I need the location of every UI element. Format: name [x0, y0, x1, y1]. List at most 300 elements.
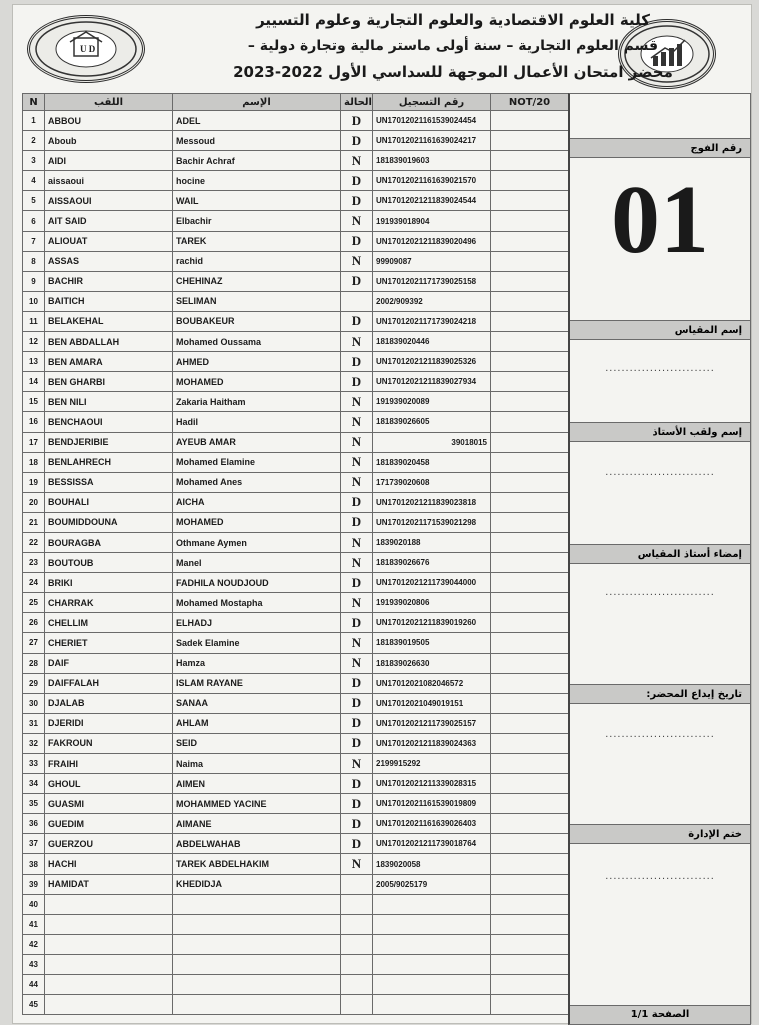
row-number: 22: [23, 532, 45, 552]
registration-cell: 191939018904: [373, 211, 491, 231]
department-heading: قسم العلوم التجارية – سنة أولى ماستر مالية وتجارة دولية –: [247, 38, 659, 54]
status-cell: D: [341, 573, 373, 593]
registration-cell: UN17012021211839027934: [373, 372, 491, 392]
registration-cell: UN17012021161639026403: [373, 814, 491, 834]
status-cell: D: [341, 693, 373, 713]
status-cell: [341, 894, 373, 914]
last-name-cell: [45, 894, 173, 914]
group-number: 01: [611, 166, 709, 274]
status-cell: N: [341, 211, 373, 231]
first-name-cell: MOHAMMED YACINE: [173, 794, 341, 814]
grade-cell[interactable]: [491, 211, 569, 231]
row-number: 21: [23, 512, 45, 532]
row-number: 19: [23, 472, 45, 492]
status-cell: D: [341, 111, 373, 131]
grade-cell[interactable]: [491, 291, 569, 311]
last-name-cell: [45, 934, 173, 954]
row-number: 8: [23, 251, 45, 271]
status-cell: D: [341, 131, 373, 151]
module-label: إسم المقياس: [570, 320, 750, 340]
registration-cell: UN17012021211839020496: [373, 231, 491, 251]
table-row: [23, 131, 569, 151]
grade-cell[interactable]: [491, 171, 569, 191]
row-number: 34: [23, 774, 45, 794]
last-name-cell: BOUHALI: [45, 492, 173, 512]
registration-cell: 171739020608: [373, 472, 491, 492]
grade-cell[interactable]: [491, 653, 569, 673]
table-row: [23, 432, 569, 452]
row-number: 35: [23, 794, 45, 814]
grade-cell[interactable]: [491, 311, 569, 331]
table-row: [23, 693, 569, 713]
table-row: [23, 573, 569, 593]
status-cell: D: [341, 352, 373, 372]
row-number: 14: [23, 372, 45, 392]
table-row: [23, 975, 569, 995]
table-row: [23, 834, 569, 854]
table-row: [23, 191, 569, 211]
first-name-cell: CHEHINAZ: [173, 271, 341, 291]
status-cell: D: [341, 191, 373, 211]
last-name-cell: FAKROUN: [45, 733, 173, 753]
row-number: 28: [23, 653, 45, 673]
last-name-cell: AIDI: [45, 151, 173, 171]
status-cell: N: [341, 472, 373, 492]
first-name-cell: ABDELWAHAB: [173, 834, 341, 854]
registration-cell: 181839020446: [373, 332, 491, 352]
grade-cell[interactable]: [491, 452, 569, 472]
grade-cell[interactable]: [491, 131, 569, 151]
last-name-cell: CHARRAK: [45, 593, 173, 613]
last-name-cell: [45, 995, 173, 1015]
last-name-cell: BEN GHARBI: [45, 372, 173, 392]
first-name-cell: ELHADJ: [173, 613, 341, 633]
registration-cell: UN17012021161639021570: [373, 171, 491, 191]
table-row: [23, 532, 569, 552]
last-name-cell: ALIOUAT: [45, 231, 173, 251]
row-number: 18: [23, 452, 45, 472]
status-cell: N: [341, 633, 373, 653]
row-number: 45: [23, 995, 45, 1015]
grade-cell[interactable]: [491, 553, 569, 573]
registration-cell: 181839026605: [373, 412, 491, 432]
status-cell: D: [341, 512, 373, 532]
table-row: [23, 492, 569, 512]
status-cell: [341, 954, 373, 974]
grade-cell[interactable]: [491, 794, 569, 814]
row-number: 3: [23, 151, 45, 171]
grade-cell[interactable]: [491, 532, 569, 552]
registration-cell: UN17012021211739044000: [373, 573, 491, 593]
row-number: 23: [23, 553, 45, 573]
row-number: 9: [23, 271, 45, 291]
row-number: 26: [23, 613, 45, 633]
last-name-cell: CHERIET: [45, 633, 173, 653]
first-name-cell: Elbachir: [173, 211, 341, 231]
column-header-status: الحالة: [341, 94, 373, 111]
status-cell: N: [341, 553, 373, 573]
last-name-cell: BOURAGBA: [45, 532, 173, 552]
status-cell: N: [341, 754, 373, 774]
last-name-cell: Aboub: [45, 131, 173, 151]
row-number: 27: [23, 633, 45, 653]
row-number: 25: [23, 593, 45, 613]
table-row: [23, 713, 569, 733]
last-name-cell: HAMIDAT: [45, 874, 173, 894]
first-name-cell: TAREK: [173, 231, 341, 251]
grade-cell[interactable]: [491, 593, 569, 613]
last-name-cell: BEN ABDALLAH: [45, 332, 173, 352]
row-number: 20: [23, 492, 45, 512]
row-number: 16: [23, 412, 45, 432]
registration-cell: UN17012021171739024218: [373, 311, 491, 331]
first-name-cell: Hamza: [173, 653, 341, 673]
grade-cell[interactable]: [491, 352, 569, 372]
status-cell: D: [341, 372, 373, 392]
grade-cell[interactable]: [491, 492, 569, 512]
last-name-cell: GUERZOU: [45, 834, 173, 854]
first-name-cell: [173, 954, 341, 974]
first-name-cell: FADHILA NOUDJOUD: [173, 573, 341, 593]
registration-cell: 191939020089: [373, 392, 491, 412]
submission-date-label: تاريخ إيداع المحضر:: [570, 684, 750, 704]
first-name-cell: AHLAM: [173, 713, 341, 733]
row-number: 39: [23, 874, 45, 894]
table-header-row: [23, 94, 569, 111]
row-number: 42: [23, 934, 45, 954]
table-row: [23, 653, 569, 673]
row-number: 41: [23, 914, 45, 934]
registration-cell: [373, 934, 491, 954]
status-cell: N: [341, 593, 373, 613]
registration-cell: 1839020058: [373, 854, 491, 874]
side-panel: [568, 93, 751, 1025]
row-number: 2: [23, 131, 45, 151]
table-row: [23, 412, 569, 432]
first-name-cell: WAIL: [173, 191, 341, 211]
grade-cell[interactable]: [491, 713, 569, 733]
grade-cell[interactable]: [491, 754, 569, 774]
row-number: 17: [23, 432, 45, 452]
faculty-heading: كلية العلوم الاقتصادية والعلوم التجارية وعلوم التسيير: [256, 11, 650, 29]
grade-cell[interactable]: [491, 271, 569, 291]
row-number: 13: [23, 352, 45, 372]
last-name-cell: FRAIHI: [45, 754, 173, 774]
status-cell: D: [341, 673, 373, 693]
grade-cell[interactable]: [491, 231, 569, 251]
last-name-cell: AISSAOUI: [45, 191, 173, 211]
first-name-cell: [173, 934, 341, 954]
table-row: [23, 613, 569, 633]
last-name-cell: BELAKEHAL: [45, 311, 173, 331]
exam-sheet: [12, 4, 752, 1024]
last-name-cell: BEN NILI: [45, 392, 173, 412]
table-row: [23, 211, 569, 231]
first-name-cell: rachid: [173, 251, 341, 271]
first-name-cell: Mohamed Mostapha: [173, 593, 341, 613]
status-cell: D: [341, 733, 373, 753]
registration-cell: [373, 954, 491, 974]
registration-cell: [373, 995, 491, 1015]
status-cell: D: [341, 794, 373, 814]
status-cell: N: [341, 432, 373, 452]
grade-cell[interactable]: [491, 874, 569, 894]
grade-cell[interactable]: [491, 472, 569, 492]
last-name-cell: ABBOU: [45, 111, 173, 131]
first-name-cell: AYEUB AMAR: [173, 432, 341, 452]
grade-cell[interactable]: [491, 613, 569, 633]
table-row: [23, 814, 569, 834]
status-cell: D: [341, 271, 373, 291]
row-number: 4: [23, 171, 45, 191]
grade-cell[interactable]: [491, 633, 569, 653]
last-name-cell: GUASMI: [45, 794, 173, 814]
registration-cell: 1839020188: [373, 532, 491, 552]
grade-cell[interactable]: [491, 854, 569, 874]
registration-cell: UN17012021171539021298: [373, 512, 491, 532]
grade-cell[interactable]: [491, 372, 569, 392]
table-row: [23, 673, 569, 693]
first-name-cell: Manel: [173, 553, 341, 573]
first-name-cell: Hadil: [173, 412, 341, 432]
last-name-cell: BRIKI: [45, 573, 173, 593]
grade-cell[interactable]: [491, 814, 569, 834]
registration-cell: 2199915292: [373, 754, 491, 774]
table-row: [23, 954, 569, 974]
status-cell: D: [341, 171, 373, 191]
table-row: [23, 914, 569, 934]
grade-cell[interactable]: [491, 191, 569, 211]
grade-cell[interactable]: [491, 894, 569, 914]
status-cell: [341, 995, 373, 1015]
status-cell: [341, 975, 373, 995]
first-name-cell: BOUBAKEUR: [173, 311, 341, 331]
professor-field[interactable]: ...........................: [605, 466, 715, 478]
registration-cell: UN17012021161639024217: [373, 131, 491, 151]
registration-cell: UN17012021082046572: [373, 673, 491, 693]
table-row: [23, 472, 569, 492]
status-cell: N: [341, 251, 373, 271]
column-header-first-name: الإسم: [173, 94, 341, 111]
last-name-cell: BENDJERIBIE: [45, 432, 173, 452]
last-name-cell: BESSISSA: [45, 472, 173, 492]
signature-field[interactable]: ...........................: [605, 586, 715, 598]
first-name-cell: Mohamed Elamine: [173, 452, 341, 472]
table-row: [23, 251, 569, 271]
seal-emblem-icon: [30, 18, 142, 80]
status-cell: D: [341, 814, 373, 834]
column-header-grade: NOT/20: [491, 94, 569, 111]
status-cell: [341, 914, 373, 934]
grade-cell[interactable]: [491, 392, 569, 412]
registration-cell: 2002/909392: [373, 291, 491, 311]
last-name-cell: DAIF: [45, 653, 173, 673]
registration-cell: UN17012021211839025326: [373, 352, 491, 372]
registration-cell: UN17012021211339028315: [373, 774, 491, 794]
status-cell: [341, 874, 373, 894]
first-name-cell: Mohamed Oussama: [173, 332, 341, 352]
last-name-cell: CHELLIM: [45, 613, 173, 633]
first-name-cell: Mohamed Anes: [173, 472, 341, 492]
grade-cell[interactable]: [491, 934, 569, 954]
registration-cell: 99909087: [373, 251, 491, 271]
status-cell: N: [341, 392, 373, 412]
last-name-cell: DAIFFALAH: [45, 673, 173, 693]
first-name-cell: hocine: [173, 171, 341, 191]
status-cell: D: [341, 231, 373, 251]
last-name-cell: BACHIR: [45, 271, 173, 291]
grade-cell[interactable]: [491, 573, 569, 593]
table-row: [23, 392, 569, 412]
registration-cell: UN17012021211839024544: [373, 191, 491, 211]
grade-cell[interactable]: [491, 733, 569, 753]
registration-cell: UN17012021211739025157: [373, 713, 491, 733]
status-cell: N: [341, 653, 373, 673]
grade-cell[interactable]: [491, 251, 569, 271]
row-number: 31: [23, 713, 45, 733]
first-name-cell: Bachir Achraf: [173, 151, 341, 171]
grade-cell[interactable]: [491, 693, 569, 713]
grade-cell[interactable]: [491, 432, 569, 452]
first-name-cell: Sadek Elamine: [173, 633, 341, 653]
first-name-cell: AIMEN: [173, 774, 341, 794]
first-name-cell: AICHA: [173, 492, 341, 512]
first-name-cell: TAREK ABDELHAKIM: [173, 854, 341, 874]
row-number: 33: [23, 754, 45, 774]
first-name-cell: Zakaria Haitham: [173, 392, 341, 412]
table-row: [23, 291, 569, 311]
last-name-cell: HACHI: [45, 854, 173, 874]
last-name-cell: [45, 954, 173, 974]
row-number: 12: [23, 332, 45, 352]
row-number: 44: [23, 975, 45, 995]
table-row: [23, 271, 569, 291]
table-row: [23, 733, 569, 753]
first-name-cell: Messoud: [173, 131, 341, 151]
last-name-cell: ASSAS: [45, 251, 173, 271]
registration-cell: 191939020806: [373, 593, 491, 613]
status-cell: D: [341, 774, 373, 794]
table-row: [23, 894, 569, 914]
status-cell: N: [341, 412, 373, 432]
grade-cell[interactable]: [491, 975, 569, 995]
table-row: [23, 311, 569, 331]
status-cell: D: [341, 311, 373, 331]
first-name-cell: MOHAMED: [173, 512, 341, 532]
student-table: [22, 93, 569, 1015]
registration-cell: UN17012021161539024454: [373, 111, 491, 131]
registration-cell: [373, 914, 491, 934]
first-name-cell: SELIMAN: [173, 291, 341, 311]
table-row: [23, 372, 569, 392]
first-name-cell: SANAA: [173, 693, 341, 713]
registration-cell: UN17012021211839024363: [373, 733, 491, 753]
status-cell: [341, 934, 373, 954]
table-row: [23, 794, 569, 814]
table-row: [23, 332, 569, 352]
table-row: [23, 452, 569, 472]
row-number: 43: [23, 954, 45, 974]
last-name-cell: BAITICH: [45, 291, 173, 311]
registration-cell: 181839026676: [373, 553, 491, 573]
first-name-cell: [173, 894, 341, 914]
grade-cell[interactable]: [491, 673, 569, 693]
row-number: 37: [23, 834, 45, 854]
grade-cell[interactable]: [491, 332, 569, 352]
registration-cell: UN17012021211839023818: [373, 492, 491, 512]
status-cell: D: [341, 713, 373, 733]
first-name-cell: [173, 914, 341, 934]
last-name-cell: [45, 975, 173, 995]
registration-cell: 39018015: [373, 432, 491, 452]
table-row: [23, 995, 569, 1015]
table-row: [23, 754, 569, 774]
registration-cell: UN17012021211839019260: [373, 613, 491, 633]
grade-cell[interactable]: [491, 914, 569, 934]
last-name-cell: DJALAB: [45, 693, 173, 713]
row-number: 36: [23, 814, 45, 834]
registration-cell: UN17012021171739025158: [373, 271, 491, 291]
table-row: [23, 111, 569, 131]
first-name-cell: KHEDIDJA: [173, 874, 341, 894]
status-cell: N: [341, 452, 373, 472]
registration-cell: UN17012021161539019809: [373, 794, 491, 814]
table-row: [23, 593, 569, 613]
table-row: [23, 774, 569, 794]
module-field[interactable]: ...........................: [605, 362, 715, 374]
registration-cell: 181839026630: [373, 653, 491, 673]
last-name-cell: GHOUL: [45, 774, 173, 794]
status-cell: N: [341, 332, 373, 352]
svg-text:U D: U D: [80, 44, 96, 54]
grade-cell[interactable]: [491, 512, 569, 532]
first-name-cell: Naima: [173, 754, 341, 774]
table-row: [23, 231, 569, 251]
first-name-cell: AIMANE: [173, 814, 341, 834]
row-number: 7: [23, 231, 45, 251]
table-row: [23, 934, 569, 954]
group-label: رقم الفوج: [570, 138, 750, 158]
column-header-registration: رقم التسجيل: [373, 94, 491, 111]
table-row: [23, 171, 569, 191]
first-name-cell: ISLAM RAYANE: [173, 673, 341, 693]
table-row: [23, 512, 569, 532]
submission-date-field[interactable]: ...........................: [605, 728, 715, 740]
registration-cell: [373, 975, 491, 995]
last-name-cell: BOUTOUB: [45, 553, 173, 573]
admin-stamp-field[interactable]: ...........................: [605, 870, 715, 882]
registration-cell: [373, 894, 491, 914]
first-name-cell: AHMED: [173, 352, 341, 372]
grade-cell[interactable]: [491, 774, 569, 794]
grade-cell[interactable]: [491, 834, 569, 854]
status-cell: D: [341, 834, 373, 854]
admin-stamp-label: ختم الإدارة: [570, 824, 750, 844]
grade-cell[interactable]: [491, 111, 569, 131]
first-name-cell: Othmane Aymen: [173, 532, 341, 552]
grade-cell[interactable]: [491, 954, 569, 974]
status-cell: D: [341, 613, 373, 633]
grade-cell[interactable]: [491, 995, 569, 1015]
table-row: [23, 553, 569, 573]
row-number: 32: [23, 733, 45, 753]
row-number: 30: [23, 693, 45, 713]
last-name-cell: DJERIDI: [45, 713, 173, 733]
last-name-cell: BENLAHRECH: [45, 452, 173, 472]
grade-cell[interactable]: [491, 151, 569, 171]
column-header-last-name: اللقب: [45, 94, 173, 111]
grade-cell[interactable]: [491, 412, 569, 432]
